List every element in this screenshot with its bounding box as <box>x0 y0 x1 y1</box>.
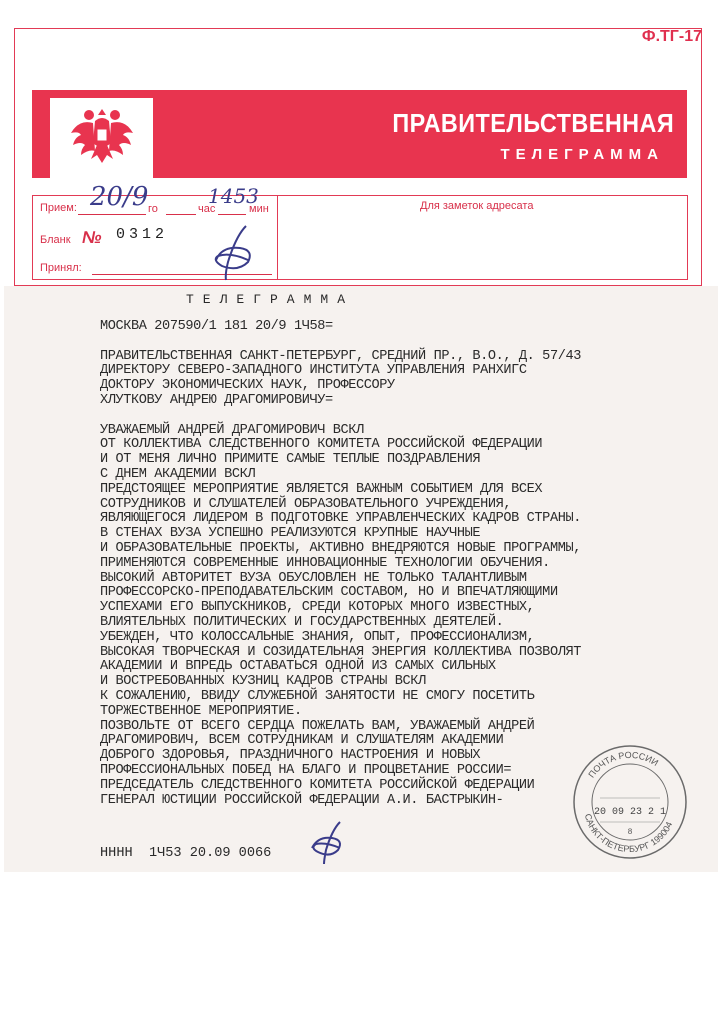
stamp-top-text: ПОЧТА РОССИИ <box>586 749 661 780</box>
received-min-label: мин <box>249 203 269 215</box>
telegram-line: И ОБРАЗОВАТЕЛЬНЫЕ ПРОЕКТЫ, АКТИВНО ВНЕДРЯЮТСЯ НОВЫЕ ПРОГРАММЫ, <box>100 540 581 556</box>
telegram-line: ВЫСОКАЯ ТВОРЧЕСКАЯ И СОЗИДАТЕЛЬНАЯ ЭНЕРГИЯ КОЛЛЕКТИВА ПОЗВОЛЯТ <box>100 644 581 660</box>
received-time-line <box>218 214 246 215</box>
stamp-date: 20 09 23 2 1 <box>593 807 667 818</box>
blank-label: Бланк <box>40 234 71 246</box>
form-subtitle: ТЕЛЕГРАММА <box>500 146 664 163</box>
signature-top <box>198 222 268 284</box>
telegram-line: ПРАВИТЕЛЬСТВЕННАЯ САНКТ-ПЕТЕРБУРГ, СРЕДНИЙ ПР., В.О., Д. 57/43 <box>100 348 581 364</box>
telegram-line: ДОБРОГО ЗДОРОВЬЯ, ПРАЗДНИЧНОГО НАСТРОЕНИЯ И НОВЫХ <box>100 748 481 764</box>
telegram-line: ТОРЖЕСТВЕННОЕ МЕРОПРИЯТИЕ. <box>100 703 302 719</box>
telegram-line: В СТЕНАХ ВУЗА УСПЕШНО РЕАЛИЗУЮТСЯ КРУПНЫЕ НАУЧНЫЕ <box>100 526 481 542</box>
telegram-line <box>100 409 660 424</box>
telegram-line: ХЛУТКОВУ АНДРЕЮ ДРАГОМИРОВИЧУ= <box>100 392 333 408</box>
telegram-line: ДОКТОРУ ЭКОНОМИЧЕСКИХ НАУК, ПРОФЕССОРУ <box>100 378 395 394</box>
telegram-line: МОСКВА 207590/1 181 20/9 1Ч58= <box>100 319 333 334</box>
telegram-line: И ВОСТРЕБОВАННЫХ КУЗНИЦ КАДРОВ СТРАНЫ ВСКЛ <box>100 674 426 690</box>
blank-number-sign: № <box>82 228 102 247</box>
telegram-line: И ОТ МЕНЯ ЛИЧНО ПРИМИТЕ САМЫЕ ТЕПЛЫЕ ПОЗДРАВЛЕНИЯ <box>100 452 481 468</box>
telegram-line: УСПЕХАМИ ЕГО ВЫПУСКНИКОВ, СРЕДИ КОТОРЫХ МНОГО ИЗВЕСТНЫХ, <box>100 600 535 616</box>
telegram-line: ВЛИЯТЕЛЬНЫХ ПОЛИТИЧЕСКИХ И ГОСУДАРСТВЕННЫХ ДЕЯТЕЛЕЙ. <box>100 614 504 630</box>
telegram-line: ГЕНЕРАЛ ЮСТИЦИИ РОССИЙСКОЙ ФЕДЕРАЦИИ А.И. БАСТРЫКИН- <box>100 792 504 808</box>
telegram-line: СОТРУДНИКОВ И СЛУШАТЕЛЕЙ ОБРАЗОВАТЕЛЬНОГО УЧРЕЖДЕНИЯ, <box>100 496 512 512</box>
telegram-line <box>100 335 660 350</box>
received-label: Прием: <box>40 202 77 214</box>
form-code: Ф.ТГ-17 <box>641 28 702 45</box>
received-go-label: го <box>148 203 158 215</box>
blank-number: 0312 <box>116 226 169 243</box>
telegram-line: ПРЕДСЕДАТЕЛЬ СЛЕДСТВЕННОГО КОМИТЕТА РОССИЙСКОЙ ФЕДЕРАЦИИ <box>100 777 535 793</box>
stamp-bottom-text: САНКТ-ПЕТЕРБУРГ 199004 <box>582 812 675 855</box>
stamp-mark: 8 <box>627 828 633 837</box>
telegram-line: ЯВЛЯЮЩЕГОСЯ ЛИДЕРОМ В ПОДГОТОВКЕ УПРАВЛЕНЧЕСКИХ КАДРОВ СТРАНЫ. <box>100 511 581 527</box>
telegram-line: К СОЖАЛЕНИЮ, ВВИДУ СЛУЖЕБНОЙ ЗАНЯТОСТИ НЕ СМОГУ ПОСЕТИТЬ <box>100 688 535 704</box>
telegram-line: ПРОФЕССИОНАЛЬНЫХ ПОБЕД НА БЛАГО И ПРОЦВЕТАНИЕ РОССИИ= <box>100 762 512 778</box>
telegram-line: ДРАГОМИРОВИЧ, ВСЕМ СОТРУДНИКАМ И СЛУШАТЕЛЯМ АКАДЕМИИ <box>100 733 504 749</box>
double-headed-eagle-icon <box>67 103 137 173</box>
telegram-line: ПРИМЕНЯЮТСЯ СОВРЕМЕННЫЕ ИННОВАЦИОННЫЕ ТЕХНОЛОГИИ ОБУЧЕНИЯ. <box>100 555 550 571</box>
form-title: ПРАВИТЕЛЬСТВЕННАЯ <box>392 108 674 138</box>
handwritten-date: 20/9 <box>90 182 149 212</box>
notes-label: Для заметок адресата <box>420 200 534 212</box>
telegram-line: ОТ КОЛЛЕКТИВА СЛЕДСТВЕННОГО КОМИТЕТА РОССИЙСКОЙ ФЕДЕРАЦИИ <box>100 437 543 453</box>
handwritten-time: 1453 <box>208 184 259 208</box>
telegram-line: УВАЖАЕМЫЙ АНДРЕЙ ДРАГОМИРОВИЧ ВСКЛ <box>100 422 364 438</box>
telegram-line: УБЕЖДЕН, ЧТО КОЛОССАЛЬНЫЕ ЗНАНИЯ, ОПЫТ, ПРОФЕССИОНАЛИЗМ, <box>100 629 535 645</box>
received-hour-line <box>166 214 196 215</box>
telegram-line: ПОЗВОЛЬТЕ ОТ ВСЕГО СЕРДЦА ПОЖЕЛАТЬ ВАМ, УВАЖАЕМЫЙ АНДРЕЙ <box>100 718 535 734</box>
received-hour-label: час <box>198 203 216 215</box>
postal-stamp <box>570 742 690 862</box>
accepted-label: Принял: <box>40 262 82 274</box>
telegram-line: ВЫСОКИЙ АВТОРИТЕТ ВУЗА ОБУСЛОВЛЕН НЕ ТОЛЬКО ТАЛАНТЛИВЫМ <box>100 570 527 586</box>
received-date-line <box>78 214 146 215</box>
telegram-footer: НННН 1Ч53 20.09 0066 <box>100 846 272 861</box>
signature-bottom <box>302 818 354 866</box>
telegram-line: ПРЕДСТОЯЩЕЕ МЕРОПРИЯТИЕ ЯВЛЯЕТСЯ ВАЖНЫМ СОБЫТИЕМ ДЛЯ ВСЕХ <box>100 481 543 497</box>
telegram-line: АКАДЕМИИ И ВПРЕДЬ ОСТАВАТЬСЯ ОДНОЙ ИЗ САМЫХ СИЛЬНЫХ <box>100 659 496 675</box>
telegram-heading: ТЕЛЕГРАММА <box>186 292 355 307</box>
emblem <box>50 98 153 178</box>
telegram-line: С ДНЕМ АКАДЕМИИ ВСКЛ <box>100 466 256 482</box>
telegram-line: ДИРЕКТОРУ СЕВЕРО-ЗАПАДНОГО ИНСТИТУТА УПРАВЛЕНИЯ РАНХИГС <box>100 363 527 379</box>
telegram-line: ПРОФЕССОРСКО-ПРЕПОДАВАТЕЛЬСКИМ СОСТАВОМ, НО И ВПЕЧАТЛЯЮЩИМИ <box>100 585 558 601</box>
telegram-body <box>100 320 660 808</box>
